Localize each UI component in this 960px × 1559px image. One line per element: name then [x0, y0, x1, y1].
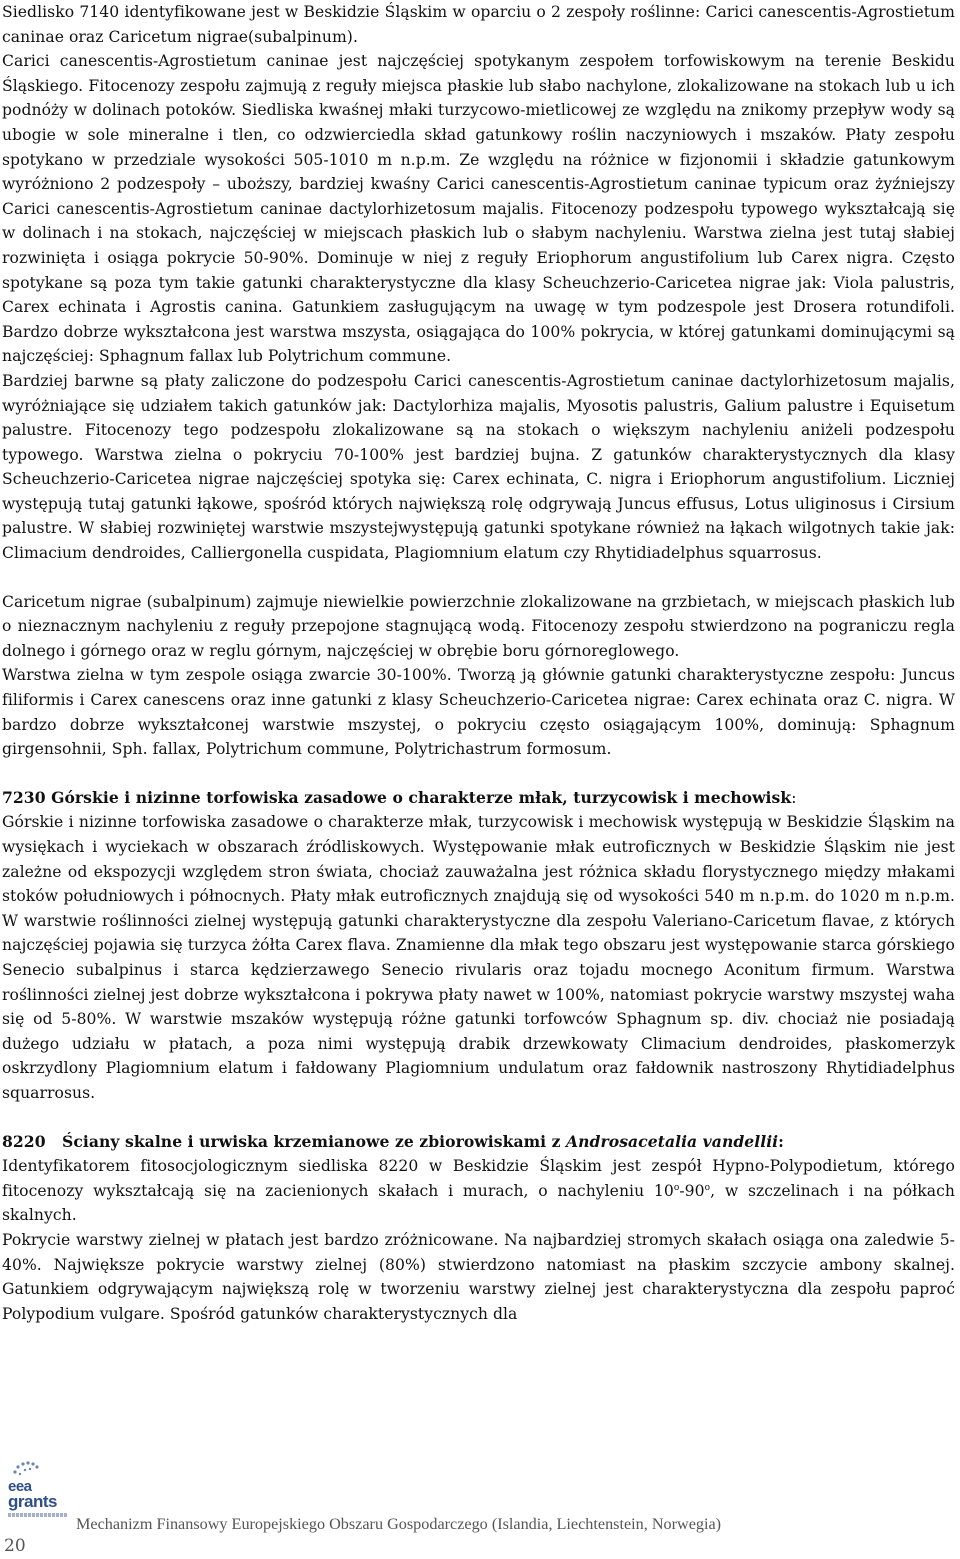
p7-part-c: , w szczelinach i na półkach skalnych.	[2, 1181, 955, 1225]
eea-stars-icon	[11, 1460, 41, 1480]
document-page	[2, 0, 955, 1326]
page-footer	[0, 1458, 960, 1559]
logo-text-eea: eea	[8, 1478, 32, 1495]
degree-sup-1: o	[673, 1182, 680, 1193]
p7-part-b: -90	[679, 1181, 705, 1200]
heading-8220-italic: Androsacetalia vandellii	[565, 1131, 779, 1151]
paragraph-7140-intro: Siedlisko 7140 identyfikowane jest w Beskidzie Śląskim w oparciu o 2 zespoły roślinne: Carici canescentis-Agrostietum caninae oraz Caricetum nigrae(subalpinum).	[2, 3, 955, 46]
footer-text: Mechanizm Finansowy Europejskiego Obszaru Gospodarczego (Islandia, Liechtenstein, Norwegia)	[76, 1515, 722, 1533]
paragraph-dactylorhizetosum: Bardziej barwne są płaty zaliczone do podzespołu Carici canescentis-Agrostietum caninae dactylorhizetosum majalis, wyróżniające się udziałem takich gatunków jak: Dactylorhiza majalis, Myosotis palustris, Galium palustre i Equisetum palustre. Fitocenozy tego podzespołu zlokalizowane są na stokach o większym nachyleniu aniżeli podzespołu typowego. Warstwa zielna o pokryciu 70-100% jest bardziej bujna. Z gatunków charakterystycznych dla klasy Scheuchzerio-Caricetea nigrae najczęściej spotyka się: Carex echinata, C. nigra i Eriophorum angustifolium. Liczniej występują tutaj gatunki łąkowe, spośród których największą rolę odgrywają Juncus effusus, Lotus uliginosus i Cirsium palustre. W słabiej rozwiniętej warstwie mszystejwystępują gatunki spotykane również na łąkach wilgotnych takie jak: Climacium dendroides, Calliergonella cuspidata, Plagiomnium elatum czy Rhytidiadelphus squarrosus.	[2, 371, 955, 563]
heading-8220-main: 8220 Ściany skalne i urwiska krzemianowe ze zbiorowiskami z	[2, 1131, 566, 1151]
paragraph-7230: Górskie i nizinne torfowiska zasadowe o charakterze młak, turzycowisk i mechowisk występują w Beskidzie Śląskim na wysiękach i wyciekach w obszarach źródliskowych. Występowanie młak eutroficznych w Beskidzie Śląskim nie jest zależne od ekspozycji względem stron świata, chociaż zauważalna jest różnica składu florystycznego między młakami stoków południowych i północnych. Płaty młak eutroficznych znajdują się od wysokości 540 m n.p.m. do 1020 m n.p.m. W warstwie roślinności zielnej występują gatunki charakterystyczne dla zespołu Valeriano-Caricetum flavae, z których najczęściej pojawia się turzyca żółta Carex flava. Znamienne dla młak tego obszaru jest występowanie starca górskiego Senecio subalpinus i starca kędzierzawego Senecio rivularis oraz tojadu mocnego Aconitum firmum. Warstwa roślinności zielnej jest dobrze wykształcona i pokrywa płaty nawet w 100%, natomiast pokrycie warstwy mszystej waha się od 5-80%. W warstwie mszaków występują różne gatunki torfowców Sphagnum sp. div. chociaż nie posiadają dużego udziału w płatach, a poza nimi występują drabik drzewkowaty Climacium dendroides, płaskomerzyk oskrzydlony Plagiomnium elatum i fałdowany Plagiomnium undulatum oraz fałdownik nastroszony Rhytidiadelphus squarrosus.	[2, 813, 955, 1102]
paragraph-caricetum-herb-layer: Warstwa zielna w tym zespole osiąga zwarcie 30-100%. Tworzą ją głównie gatunki charakterystyczne zespołu: Juncus filiformis i Carex canescens oraz inne gatunki z klasy Scheuchzerio-Caricetea nigrae: Carex echinata oraz C. nigra. W bardzo dobrze wykształconej warstwie mszystej, o pokryciu często osiągającym 100%, dominują: Sphagnum girgensohnii, Sph. fallax, Polytrichum commune, Polytrichastrum formosum.	[2, 666, 955, 759]
eea-grants-logo	[8, 1458, 70, 1526]
logo-tagline-bar	[8, 1513, 68, 1517]
paragraph-carici-canescentis: Carici canescentis-Agrostietum caninae jest najczęściej spotykanym zespołem torfowiskowym na terenie Beskidu Śląskiego. Fitocenozy zespołu zajmują z reguły miejsca płaskie lub słabo nachylone, zlokalizowane na stokach lub u ich podnóży w dolinach potoków. Siedliska kwaśnej młaki turzycowo-mietlicowej ze względu na znikomy przepływ wody są ubogie w sole mineralne i tlen, co odzwierciedla skład gatunkowy roślin naczyniowych i mszaków. Płaty zespołu spotykano w przedziale wysokości 505-1010 m n.p.m. Ze względu na różnice w fizjonomii i składzie gatunkowym wyróżniono 2 podzespoły – uboższy, bardziej kwaśny Carici canescentis-Agrostietum caninae typicum oraz żyźniejszy Carici canescentis-Agrostietum caninae dactylorhizetosum majalis. Fitocenozy podzespołu typowego wykształcają się w dolinach i na stokach, najczęściej w miejscach płaskich lub o słabym nachyleniu. Warstwa zielna jest tutaj słabiej rozwinięta i osiąga pokrycie 50-90%. Dominuje w niej z reguły Eriophorum angustifolium lub Carex nigra. Często spotykane są poza tym takie gatunki charakterystyczne dla klasy Scheuchzerio-Caricetea nigrae jak: Viola palustris, Carex echinata i Agrostis canina. Gatunkiem zasługującym na uwagę w tym podzespole jest Drosera rotundifoli. Bardzo dobrze wykształcona jest warstwa mszysta, osiągająca do 100% pokrycia, w której gatunkami dominującymi są najczęściej: Sphagnum fallax lub Polytrichum commune.	[2, 52, 955, 366]
paragraph-8220-coverage: Pokrycie warstwy zielnej w płatach jest bardzo zróżnicowane. Na najbardziej stromych skałach osiąga ona zaledwie 5-40%. Największe pokrycie warstwy zielnej (80%) stwierdzono natomiast na płaskim szczycie ambony skalnej. Gatunkiem odgrywającym największą rolę w tworzeniu warstwy zielnej jest charakterystyczna dla zespołu paproć Polypodium vulgare. Spośród gatunków charakterystycznych dla	[2, 1230, 955, 1323]
heading-8220-text	[2, 1132, 784, 1151]
section-heading-8220	[2, 1130, 955, 1155]
page-number: 20	[4, 1536, 26, 1556]
degree-sup-2: o	[704, 1182, 711, 1193]
logo-text-grants: grants	[8, 1492, 57, 1511]
paragraph-caricetum-nigrae: Caricetum nigrae (subalpinum) zajmuje niewielkie powierzchnie zlokalizowane na grzbietach, w miejscach płaskich lub o nieznacznym nachyleniu z reguły przepojone stagnującą wodą. Fitocenozy zespołu stwierdzono na pograniczu regla dolnego i górnego oraz w reglu górnym, najczęściej w obrębie boru górnoreglowego.	[2, 592, 955, 660]
paragraph-8220-identifier	[2, 1154, 955, 1228]
p7-part-a: Identyfikatorem fitosocjologicznym siedliska 8220 w Beskidzie Śląskim jest zespół Hypno-Polypodietum, którego fitocenozy wykształcają się na zacienionych skałach i murach, o nachyleniu 10	[2, 1157, 955, 1200]
heading-8220-colon: :	[778, 1131, 784, 1151]
heading-7230-text: 7230 Górskie i nizinne torfowiska zasadowe o charakterze młak, turzycowisk i mechowisk	[2, 787, 792, 807]
section-heading-7230	[2, 786, 955, 811]
heading-7230-colon: :	[791, 788, 797, 807]
